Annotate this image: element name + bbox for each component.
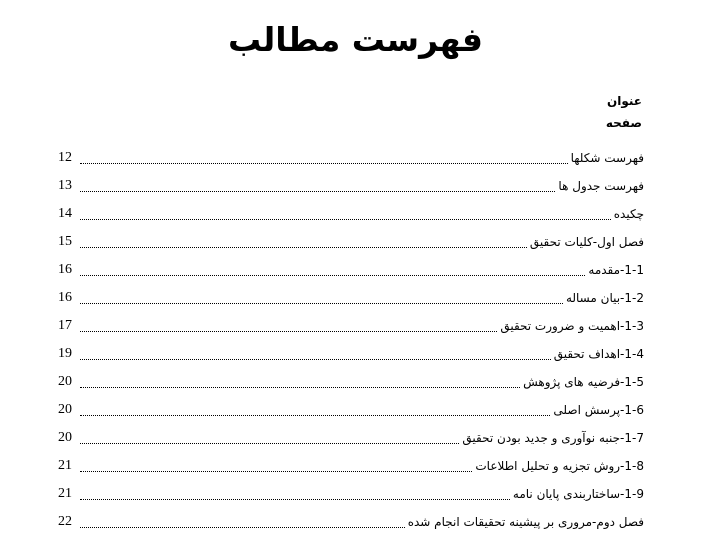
toc-page-number: 12 <box>58 150 72 165</box>
toc-page-number: 16 <box>58 262 72 277</box>
toc-entry-title: فهرست شکلها <box>570 151 644 165</box>
toc-entry[interactable] <box>58 452 644 480</box>
table-of-contents <box>58 144 644 536</box>
dot-leader <box>80 401 550 416</box>
toc-entry[interactable] <box>58 228 644 256</box>
toc-entry-title: 1-5-فرضیه های پژوهش <box>523 375 644 389</box>
toc-entry-title: 1-6-پرسش اصلی <box>553 403 644 417</box>
page-column-header: صفحه <box>605 116 642 130</box>
toc-page-number: 13 <box>58 178 72 193</box>
toc-page-number: 16 <box>58 290 72 305</box>
dot-leader <box>80 149 568 164</box>
dot-leader <box>80 485 510 500</box>
dot-leader <box>80 345 551 360</box>
toc-entry[interactable] <box>58 368 644 396</box>
toc-page-number: 22 <box>58 514 72 529</box>
dot-leader <box>80 457 472 472</box>
toc-entry-title: 1-8-روش تجزیه و تحلیل اطلاعات <box>475 459 644 473</box>
toc-page-number: 20 <box>58 402 72 417</box>
dot-leader <box>80 373 520 388</box>
dot-leader <box>80 233 527 248</box>
toc-entry-title: فهرست جدول ها <box>558 179 644 193</box>
toc-entry[interactable] <box>58 424 644 452</box>
toc-entry-title: 1-2-بیان مساله <box>565 291 644 305</box>
toc-entry[interactable] <box>58 480 644 508</box>
toc-entry-title: 1-1-مقدمه <box>588 263 644 277</box>
toc-entry[interactable] <box>58 256 644 284</box>
dot-leader <box>80 177 555 192</box>
toc-entry-title: 1-3-اهمیت و ضرورت تحقیق <box>500 319 644 333</box>
dot-leader <box>80 289 563 304</box>
toc-entry[interactable] <box>58 144 644 172</box>
dot-leader <box>80 429 459 444</box>
toc-page-number: 20 <box>58 374 72 389</box>
toc-page-number: 15 <box>58 234 72 249</box>
dot-leader <box>80 513 405 528</box>
toc-page-number: 20 <box>58 430 72 445</box>
toc-page-number: 21 <box>58 486 72 501</box>
toc-entry[interactable] <box>58 340 644 368</box>
title-column-header: عنوان <box>607 94 642 108</box>
toc-page-number: 21 <box>58 458 72 473</box>
toc-entry-title: فصل دوم-مروری بر پیشینه تحقیقات انجام شده <box>407 515 644 529</box>
toc-entry[interactable] <box>58 284 644 312</box>
toc-entry-title: 1-4-اهداف تحقیق <box>553 347 644 361</box>
page-title: فهرست مطالب <box>227 20 484 59</box>
toc-entry[interactable] <box>58 172 644 200</box>
toc-entry[interactable] <box>58 508 644 536</box>
toc-entry-title: 1-9-ساختاربندی پایان نامه <box>512 487 644 501</box>
toc-page-number: 19 <box>58 346 72 361</box>
toc-entry[interactable] <box>58 312 644 340</box>
toc-entry[interactable] <box>58 200 644 228</box>
toc-page-number: 14 <box>58 206 72 221</box>
dot-leader <box>80 261 585 276</box>
toc-page-number: 17 <box>58 318 72 333</box>
toc-entry-title: فصل اول-کلیات تحقیق <box>529 235 644 249</box>
toc-entry[interactable] <box>58 396 644 424</box>
toc-entry-title: چکیده <box>613 207 644 221</box>
toc-entry-title: 1-7-جنبه نوآوری و جدید بودن تحقیق <box>462 431 644 445</box>
dot-leader <box>80 205 611 220</box>
dot-leader <box>80 317 497 332</box>
